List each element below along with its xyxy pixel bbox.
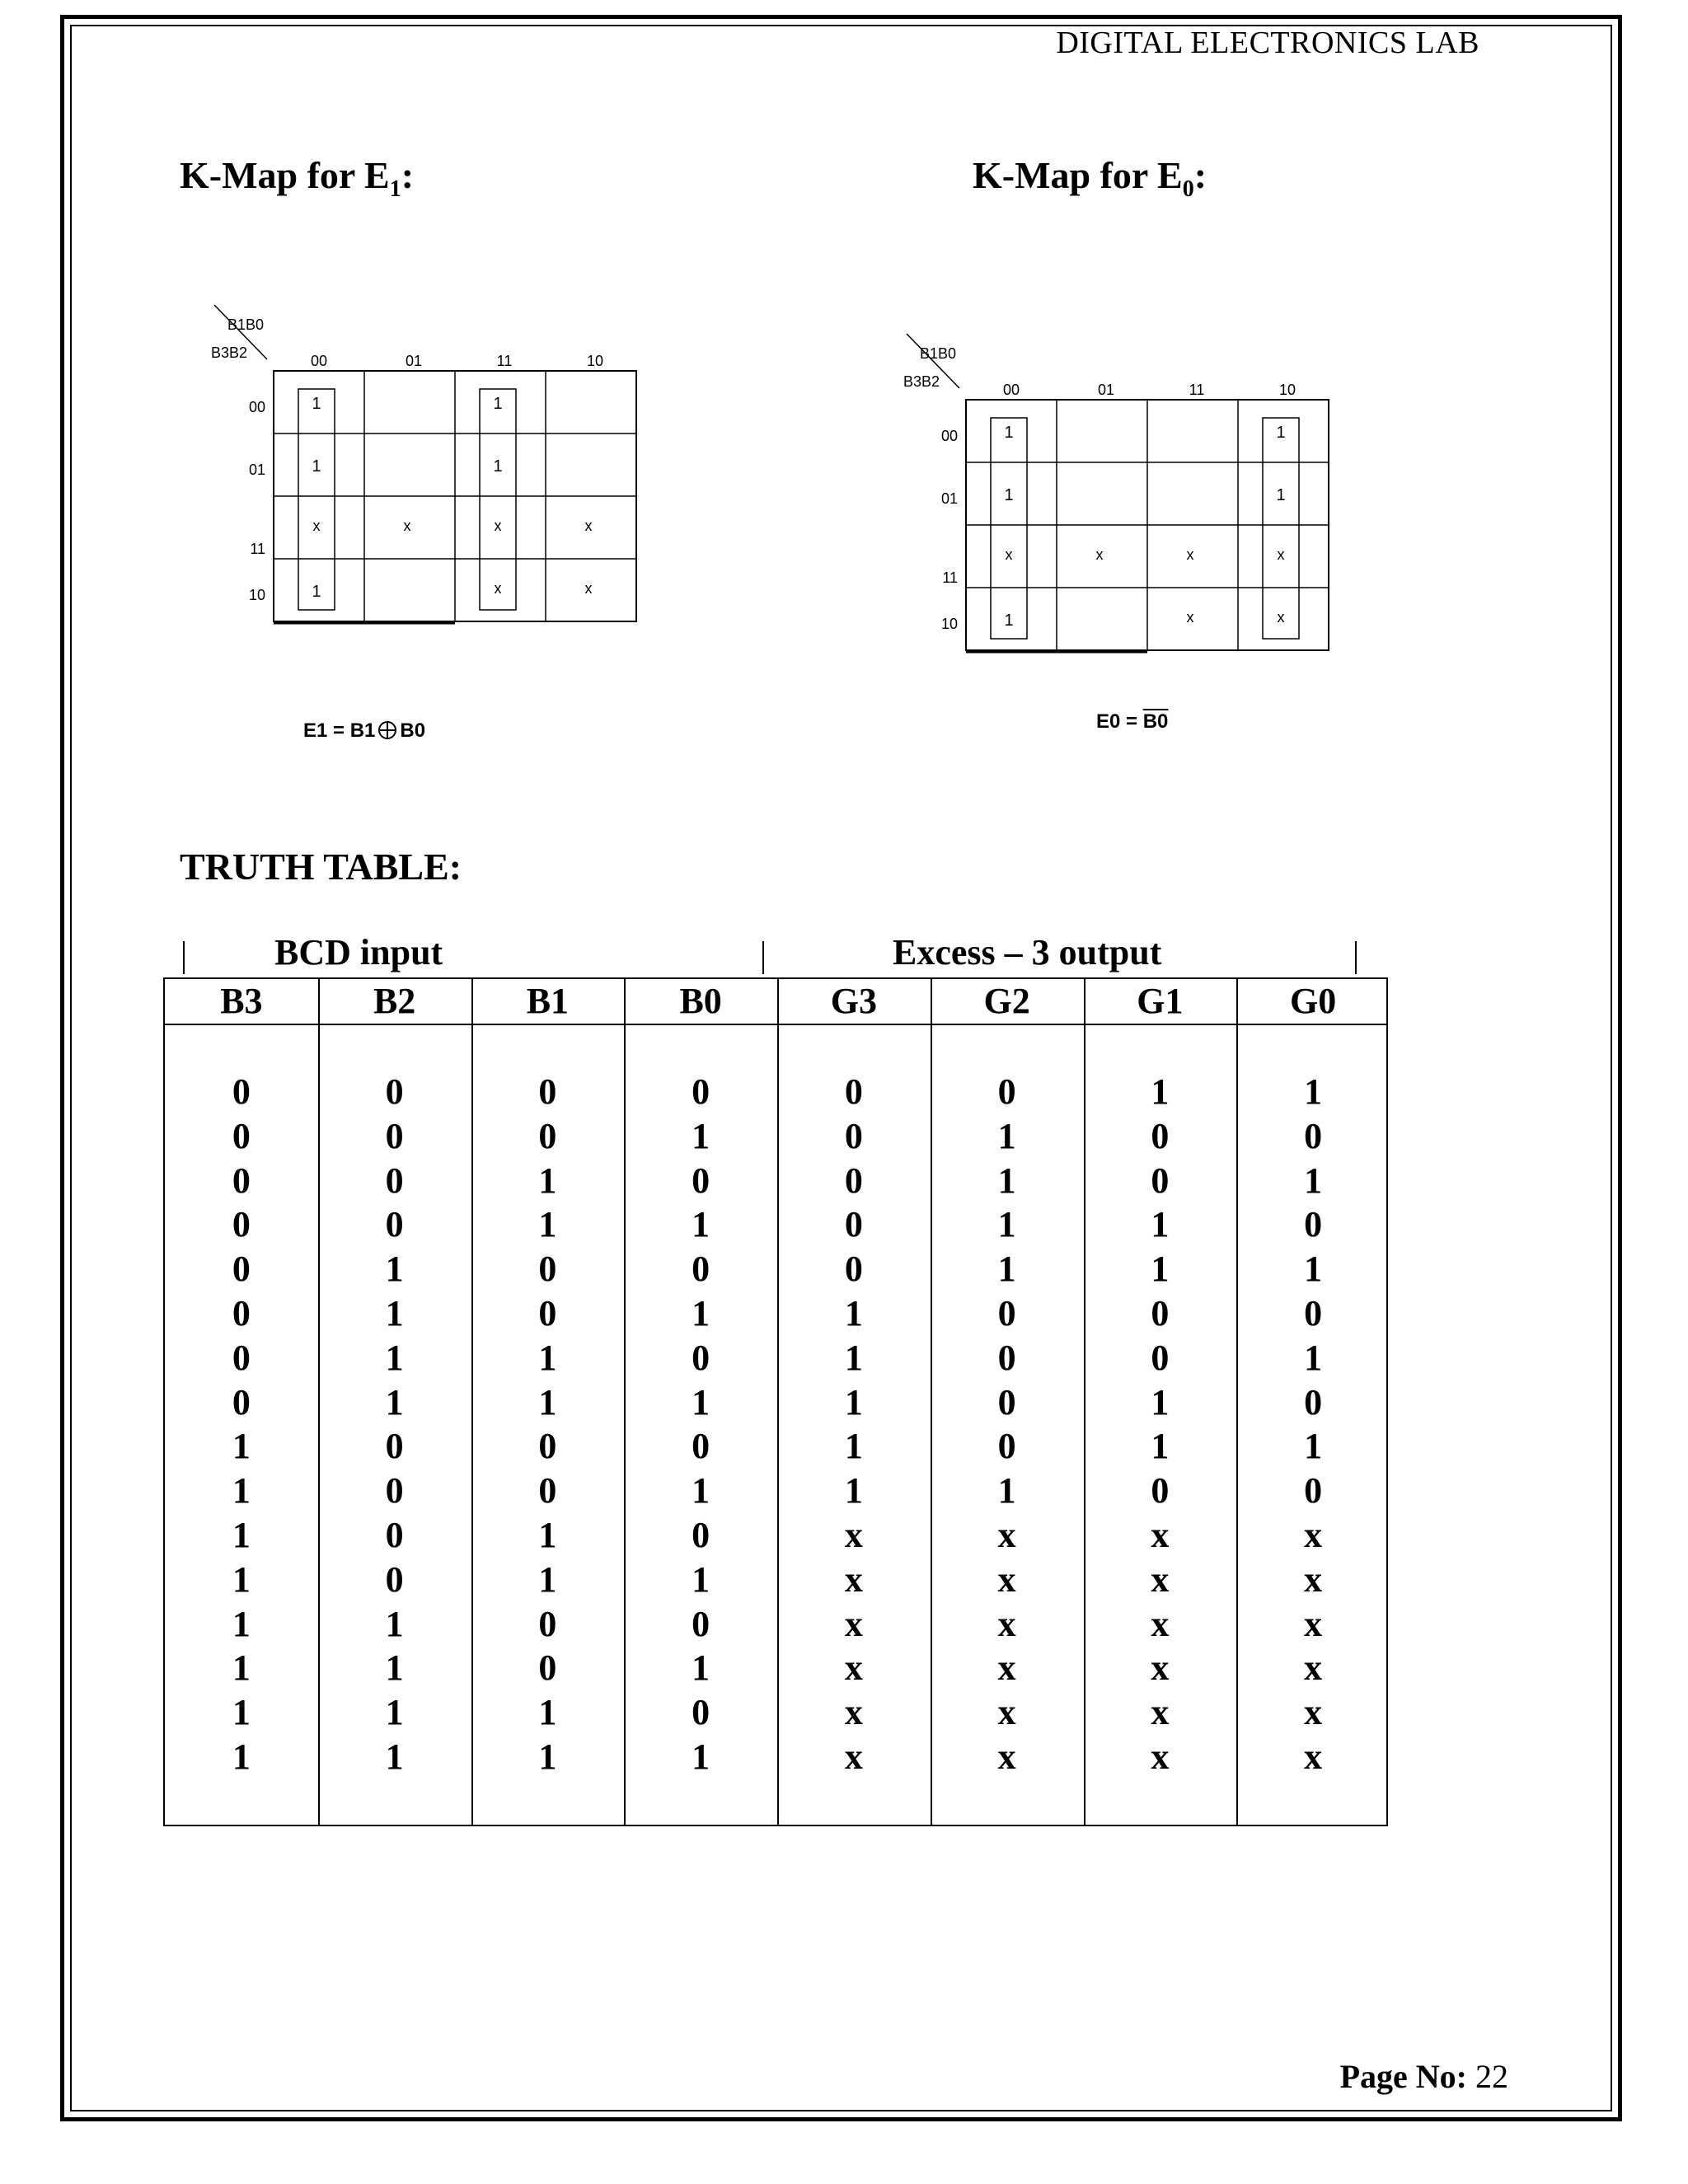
table-cell: 1 <box>997 1249 1016 1290</box>
table-cell: 0 <box>232 1115 251 1156</box>
table-cell: 1 <box>1151 1426 1170 1467</box>
kmap-cell-value: x <box>584 580 593 597</box>
table-cell: 1 <box>844 1381 863 1422</box>
group-separator <box>183 941 185 974</box>
table-cell: 0 <box>844 1204 863 1245</box>
equation-e1: E1 = B1 B0 <box>303 719 426 742</box>
kmap-group-box <box>298 389 335 610</box>
table-cell: 0 <box>385 1558 404 1600</box>
table-cell: 1 <box>844 1337 863 1378</box>
kmap-group-box <box>480 389 516 610</box>
table-cell: 0 <box>538 1470 557 1511</box>
kmap-cell-value: x <box>1186 609 1194 626</box>
table-cell: 1 <box>232 1558 251 1600</box>
truth-table-heading: TRUTH TABLE: <box>180 846 462 888</box>
kmap-svg <box>198 305 643 651</box>
kmap-row-vars: B3B2 <box>210 344 248 361</box>
xor-icon <box>378 721 396 739</box>
truth-table <box>163 977 1388 1826</box>
table-cell: 1 <box>538 1692 557 1733</box>
table-cell: 0 <box>538 1426 557 1467</box>
table-cell: 1 <box>997 1204 1016 1245</box>
kmap-row-vars: B3B2 <box>903 373 940 390</box>
table-cell: 1 <box>385 1692 404 1733</box>
table-cell: 0 <box>385 1204 404 1245</box>
kmap-row-label: 10 <box>248 587 265 603</box>
table-cell: 1 <box>232 1736 251 1777</box>
table-cell: 0 <box>1304 1115 1323 1156</box>
kmap-cell-value: x <box>494 580 502 597</box>
excess3-output-label: Excess – 3 output <box>893 932 1162 972</box>
table-cell: x <box>1304 1736 1323 1777</box>
column-header: G0 <box>1290 981 1337 1021</box>
table-cell: 0 <box>232 1293 251 1333</box>
table-cell: 1 <box>692 1647 710 1689</box>
table-cell: x <box>844 1736 863 1777</box>
column-header: B1 <box>526 981 570 1021</box>
table-cell: 1 <box>385 1249 404 1290</box>
table-cell: 0 <box>997 1426 1016 1467</box>
table-cell: 1 <box>692 1381 710 1422</box>
table-cell: 1 <box>232 1692 251 1733</box>
table-cell: 0 <box>1151 1337 1170 1378</box>
table-cell: 1 <box>997 1470 1016 1511</box>
kmap-row-label: 00 <box>940 428 958 444</box>
table-cell: 0 <box>1304 1381 1323 1422</box>
table-cell: 1 <box>692 1736 710 1777</box>
table-cell: 1 <box>538 1160 557 1201</box>
kmap-cell-value: 1 <box>1004 486 1014 504</box>
kmap-col-label: 00 <box>310 353 328 369</box>
table-cell: x <box>1304 1647 1323 1689</box>
table-cell: 0 <box>692 1337 710 1378</box>
table-cell: 0 <box>538 1071 557 1112</box>
table-cell: 0 <box>1304 1470 1323 1511</box>
table-cell: 0 <box>692 1071 710 1112</box>
kmap-col-label: 10 <box>1278 382 1296 398</box>
bcd-input-label: BCD input <box>274 932 443 972</box>
table-cell: 0 <box>385 1470 404 1511</box>
group-separator <box>762 941 764 974</box>
kmap-e1 <box>198 305 643 651</box>
table-cell: x <box>1304 1515 1323 1555</box>
table-cell: 1 <box>997 1115 1016 1156</box>
kmap-e0-heading: K-Map for $E_0$: <box>973 154 1207 203</box>
kmap-col-label: 01 <box>1097 382 1115 398</box>
table-cell: 1 <box>1304 1160 1323 1201</box>
table-cell: 1 <box>232 1603 251 1644</box>
table-cell: 0 <box>232 1071 251 1112</box>
table-cell: 1 <box>232 1426 251 1467</box>
table-cell: 1 <box>844 1470 863 1511</box>
table-cell: 0 <box>692 1692 710 1733</box>
table-cell: x <box>997 1736 1016 1777</box>
table-cell: 0 <box>232 1204 251 1245</box>
kmap-cell-value: 1 <box>493 395 503 413</box>
table-cell: 0 <box>538 1647 557 1689</box>
column-header: B3 <box>220 981 263 1021</box>
page-number: Page No: 22 <box>1339 2058 1508 2095</box>
kmap-e0 <box>890 334 1335 680</box>
kmap-group-box <box>1263 418 1299 639</box>
table-cell: x <box>1304 1603 1323 1644</box>
table-cell: 0 <box>385 1515 404 1555</box>
kmap-col-label: 11 <box>1189 382 1205 398</box>
table-cell: 0 <box>997 1293 1016 1333</box>
table-cell: 0 <box>844 1071 863 1112</box>
column-header: G1 <box>1137 981 1184 1021</box>
table-cell: 0 <box>538 1603 557 1644</box>
table-cell: 1 <box>1151 1071 1170 1112</box>
equation-e0: E0 = B0 <box>1096 710 1169 733</box>
kmap-e1-heading: K-Map for $E_1$: <box>180 154 415 203</box>
kmap-cell-value: 1 <box>312 457 321 476</box>
kmap-col-label: 00 <box>1002 382 1020 398</box>
table-cell: 0 <box>997 1337 1016 1378</box>
table-cell: x <box>997 1515 1016 1555</box>
table-cell: 0 <box>692 1426 710 1467</box>
table-cell: 0 <box>1151 1160 1170 1201</box>
kmap-cell-value: 1 <box>312 583 321 601</box>
table-cell: x <box>1304 1558 1323 1600</box>
table-cell: 1 <box>1151 1204 1170 1245</box>
table-cell: x <box>1151 1647 1170 1689</box>
table-cell: 0 <box>692 1515 710 1555</box>
table-cell: 0 <box>385 1071 404 1112</box>
table-cell: 1 <box>1304 1337 1323 1378</box>
kmap-cell-value: x <box>584 518 593 534</box>
kmap-svg <box>890 334 1335 680</box>
kmap-row-label: 11 <box>250 541 265 557</box>
kmap-cell-value: 1 <box>1004 612 1014 630</box>
table-cell: x <box>997 1558 1016 1600</box>
lab-title: DIGITAL ELECTRONICS LAB <box>1056 26 1479 60</box>
table-cell: x <box>1151 1515 1170 1555</box>
table-cell: 0 <box>232 1249 251 1290</box>
table-cell: 1 <box>692 1293 710 1333</box>
table-cell: 1 <box>538 1736 557 1777</box>
table-cell: x <box>844 1692 863 1733</box>
table-cell: 1 <box>232 1470 251 1511</box>
table-cell: 0 <box>538 1293 557 1333</box>
kmap-cell-value: x <box>1186 546 1194 563</box>
kmap-cell-value: x <box>312 518 321 534</box>
table-cell: 1 <box>538 1337 557 1378</box>
table-cell: x <box>844 1558 863 1600</box>
table-cell: 0 <box>692 1160 710 1201</box>
table-cell: 1 <box>385 1647 404 1689</box>
table-cell: 1 <box>1304 1249 1323 1290</box>
table-cell: 0 <box>385 1115 404 1156</box>
kmap-col-label: 11 <box>496 353 513 369</box>
kmap-row-label: 01 <box>248 462 265 478</box>
table-cell: x <box>1151 1603 1170 1644</box>
table-cell: 1 <box>538 1515 557 1555</box>
kmap-cell-value: x <box>494 518 502 534</box>
table-cell: x <box>1304 1692 1323 1733</box>
kmap-col-label: 10 <box>586 353 604 369</box>
table-cell: 1 <box>692 1115 710 1156</box>
table-cell: x <box>844 1603 863 1644</box>
table-cell: 0 <box>1304 1293 1323 1333</box>
table-cell: x <box>1151 1736 1170 1777</box>
table-cell: 0 <box>844 1160 863 1201</box>
table-cell: 1 <box>692 1204 710 1245</box>
table-cell: 0 <box>538 1115 557 1156</box>
table-cell: 0 <box>232 1337 251 1378</box>
table-cell: x <box>1151 1558 1170 1600</box>
table-cell: 1 <box>538 1381 557 1422</box>
table-cell: x <box>1151 1692 1170 1733</box>
table-cell: 1 <box>385 1381 404 1422</box>
kmap-cell-value: 1 <box>312 395 321 413</box>
table-cell: 1 <box>1151 1381 1170 1422</box>
kmap-col-vars: B1B0 <box>919 345 957 362</box>
kmap-cell-value: 1 <box>1276 486 1286 504</box>
table-cell: 1 <box>385 1337 404 1378</box>
table-cell: 1 <box>1304 1426 1323 1467</box>
table-cell: 0 <box>1151 1470 1170 1511</box>
table-cell: 0 <box>1151 1293 1170 1333</box>
group-separator <box>1355 941 1357 974</box>
table-cell: x <box>997 1647 1016 1689</box>
table-cell: 0 <box>385 1160 404 1201</box>
table-cell: 0 <box>232 1160 251 1201</box>
column-header: B0 <box>679 981 722 1021</box>
table-cell: 1 <box>1304 1071 1323 1112</box>
table-cell: 0 <box>1151 1115 1170 1156</box>
table-cell: 0 <box>385 1426 404 1467</box>
table-cell: 0 <box>1304 1204 1323 1245</box>
column-header: G3 <box>830 981 877 1021</box>
kmap-cell-value: x <box>1277 609 1285 626</box>
table-cell: 0 <box>692 1603 710 1644</box>
table-cell: 1 <box>232 1515 251 1555</box>
kmap-col-vars: B1B0 <box>227 316 265 333</box>
table-cell: x <box>844 1515 863 1555</box>
table-cell: 1 <box>1151 1249 1170 1290</box>
table-cell: 1 <box>385 1293 404 1333</box>
table-cell: 1 <box>538 1558 557 1600</box>
table-cell: 0 <box>692 1249 710 1290</box>
kmap-cell-value: x <box>1005 546 1013 563</box>
table-cell: 0 <box>844 1249 863 1290</box>
table-cell: x <box>997 1692 1016 1733</box>
kmap-cell-value: 1 <box>493 457 503 476</box>
kmap-group-box <box>991 418 1027 639</box>
table-cell: 1 <box>385 1603 404 1644</box>
table-cell: 0 <box>844 1115 863 1156</box>
table-cell: 1 <box>538 1204 557 1245</box>
kmap-row-label: 00 <box>248 399 265 415</box>
kmap-cell-value: x <box>1095 546 1104 563</box>
table-cell: 1 <box>844 1293 863 1333</box>
kmap-cell-value: x <box>1277 546 1285 563</box>
table-cell: 1 <box>692 1470 710 1511</box>
table-cell: 1 <box>844 1426 863 1467</box>
table-cell: 1 <box>232 1647 251 1689</box>
column-header: G2 <box>983 981 1030 1021</box>
table-cell: 0 <box>538 1249 557 1290</box>
kmap-cell-value: 1 <box>1004 424 1014 442</box>
kmap-row-label: 10 <box>940 616 958 632</box>
column-header: B2 <box>373 981 416 1021</box>
table-cell: x <box>997 1603 1016 1644</box>
kmap-col-label: 01 <box>405 353 423 369</box>
kmap-row-label: 11 <box>942 569 958 586</box>
kmap-cell-value: 1 <box>1276 424 1286 442</box>
table-cell: x <box>844 1647 863 1689</box>
table-cell: 0 <box>997 1381 1016 1422</box>
table-cell: 1 <box>997 1160 1016 1201</box>
table-cell: 0 <box>997 1071 1016 1112</box>
kmap-cell-value: x <box>403 518 411 534</box>
table-cell: 0 <box>232 1381 251 1422</box>
header-divider <box>165 1024 1386 1025</box>
kmap-row-label: 01 <box>940 490 958 507</box>
table-cell: 1 <box>692 1558 710 1600</box>
table-cell: 1 <box>385 1736 404 1777</box>
